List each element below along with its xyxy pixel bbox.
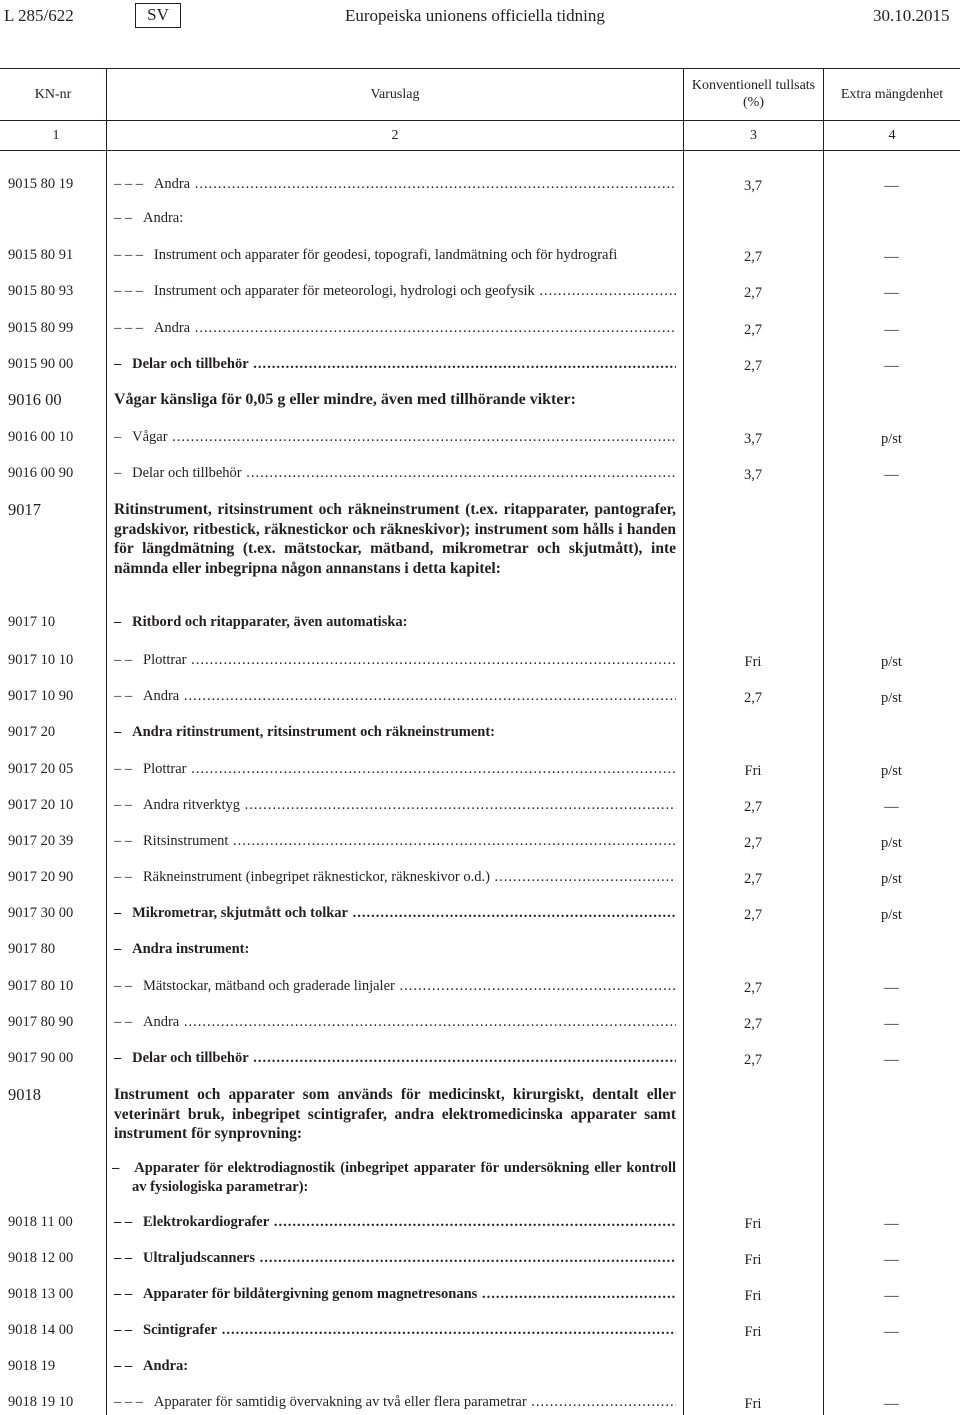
kn-code: 9017 80 [8, 941, 56, 957]
duty-rate: Fri [744, 654, 762, 670]
level-dashes: – [114, 356, 122, 372]
kn-code: 9018 11 00 [8, 1214, 73, 1230]
description-text: Plottrar [143, 652, 187, 668]
description-text: Instrument och apparater för meteorologi, hydrologi och geofysik [153, 283, 535, 299]
level-dashes: – [114, 465, 122, 481]
duty-rate: 2,7 [743, 907, 763, 923]
page-header [0, 0, 960, 36]
level-dashes: – – [114, 833, 133, 849]
description [114, 390, 676, 410]
duty-rate: Fri [744, 1324, 762, 1340]
kn-code: 9018 13 00 [8, 1286, 74, 1302]
supplementary-unit: — [884, 178, 899, 194]
description-text: Instrument och apparater för geodesi, topografi, landmätning och för hydrografi [153, 247, 618, 263]
kn-code: 9017 80 10 [8, 978, 74, 994]
duty-rate: 2,7 [743, 835, 763, 851]
description-text: Ritsinstrument [143, 833, 229, 849]
col-header-duty [684, 77, 823, 111]
duty-rate: Fri [744, 1252, 762, 1268]
duty-rate: Fri [744, 763, 762, 779]
description [114, 1012, 676, 1032]
description-text: Räkneinstrument (inbegripet räknestickor, räkneskivor o.d.) [143, 869, 490, 885]
level-dashes: – – [114, 869, 133, 885]
level-dashes: – [114, 614, 122, 630]
level-dashes: – [114, 905, 122, 921]
description-text: Andra: [143, 210, 184, 226]
level-dashes: – – – [114, 283, 143, 299]
level-dashes: – – [114, 1286, 133, 1302]
duty-rate: 2,7 [743, 322, 763, 338]
supplementary-unit: p/st [881, 871, 902, 887]
description [114, 831, 676, 851]
col-header-duty-line1: Konventionell tullsats [691, 78, 816, 93]
col-header-kn: KN-nr [34, 87, 72, 102]
description-text: Mikrometrar, skjutmått och tolkar [132, 905, 348, 921]
description [114, 1392, 676, 1412]
description [114, 722, 676, 742]
language-code: SV [135, 3, 181, 28]
journal-title: Europeiska unionens officiella tidning [345, 6, 605, 25]
duty-rate: 2,7 [743, 249, 763, 265]
description [114, 318, 676, 338]
kn-code: 9017 10 90 [8, 688, 74, 704]
description-text: Delar och tillbehör [132, 356, 249, 372]
supplementary-unit: — [884, 1216, 899, 1232]
supplementary-unit: p/st [881, 907, 902, 923]
kn-code: 9017 10 [8, 614, 56, 630]
description [114, 174, 676, 194]
supplementary-unit: — [884, 358, 899, 374]
description [114, 1356, 676, 1376]
supplementary-unit: — [884, 285, 899, 301]
description [114, 281, 676, 301]
level-dashes: – – [114, 761, 133, 777]
duty-rate: 2,7 [743, 358, 763, 374]
col-number-4: 4 [888, 128, 896, 143]
supplementary-unit: — [884, 1016, 899, 1032]
level-dashes: – – [114, 797, 133, 813]
duty-rate: Fri [744, 1396, 762, 1412]
kn-code: 9017 [8, 500, 41, 519]
duty-rate: 3,7 [743, 467, 763, 483]
description [114, 1248, 676, 1268]
supplementary-unit: — [884, 1288, 899, 1304]
description [114, 686, 676, 706]
duty-rate: 3,7 [743, 178, 763, 194]
duty-rate: 3,7 [743, 431, 763, 447]
kn-code: 9018 14 00 [8, 1322, 74, 1338]
level-dashes: – – [114, 688, 133, 704]
supplementary-unit: p/st [881, 654, 902, 670]
description [114, 976, 676, 996]
duty-rate: Fri [744, 1288, 762, 1304]
tariff-table [0, 68, 960, 1415]
description-text: Apparater för samtidig övervakning av två eller flera parametrar [153, 1394, 527, 1410]
supplementary-unit: — [884, 467, 899, 483]
level-dashes: – – [114, 210, 133, 226]
column-divider-1 [106, 68, 107, 1415]
supplementary-unit: p/st [881, 835, 902, 851]
col-number-3: 3 [750, 128, 757, 143]
kn-code: 9017 20 05 [8, 761, 74, 777]
column-divider-3 [823, 68, 824, 1415]
description-text: Andra instrument: [132, 941, 250, 957]
description [114, 1284, 676, 1304]
page-reference: L 285/622 [4, 6, 74, 25]
description [114, 795, 676, 815]
level-dashes: – [114, 429, 122, 445]
description [114, 612, 676, 632]
kn-code: 9017 30 00 [8, 905, 74, 921]
supplementary-unit: — [884, 249, 899, 265]
description-text: Andra [143, 688, 180, 704]
description [114, 650, 676, 670]
kn-code: 9016 00 90 [8, 465, 74, 481]
level-dashes: – [114, 941, 122, 957]
description-text: Elektrokardiografer [143, 1214, 270, 1230]
col-header-duty-line2: (%) [743, 95, 764, 110]
description-text: Andra [143, 1014, 180, 1030]
description [112, 1159, 676, 1197]
description [114, 208, 676, 228]
kn-code: 9017 20 [8, 724, 56, 740]
description-text: Andra ritinstrument, ritsinstrument och räkneinstrument: [132, 724, 496, 740]
supplementary-unit: p/st [881, 690, 902, 706]
kn-code: 9017 20 10 [8, 797, 74, 813]
supplementary-unit: — [884, 799, 899, 815]
description-text: Andra ritverktyg [143, 797, 241, 813]
publication-date: 30.10.2015 [873, 6, 950, 25]
description-text: Andra [153, 176, 191, 192]
kn-code: 9017 20 90 [8, 869, 74, 885]
col-number-2: 2 [391, 128, 399, 143]
supplementary-unit: — [884, 1324, 899, 1340]
supplementary-unit: — [884, 980, 899, 996]
supplementary-unit: — [884, 322, 899, 338]
level-dashes: – – – [114, 247, 143, 263]
level-dashes: – – [114, 978, 133, 994]
duty-rate: 2,7 [743, 871, 763, 887]
kn-code: 9015 90 00 [8, 356, 74, 372]
description-text: Vågar [132, 429, 168, 445]
description-text: Andra: [143, 1358, 189, 1374]
description [114, 463, 676, 483]
level-dashes: – – [114, 1014, 133, 1030]
description-text: Ritbord och ritapparater, även automatiska: [132, 614, 408, 630]
kn-code: 9018 19 [8, 1358, 56, 1374]
description-text: Delar och tillbehör [132, 1050, 249, 1066]
col-header-unit: Extra mängdenhet [840, 87, 944, 102]
level-dashes: – – [114, 1214, 133, 1230]
supplementary-unit: — [884, 1052, 899, 1068]
level-dashes: – – [114, 1358, 133, 1374]
description-text: Delar och tillbehör [132, 465, 242, 481]
col-number-1: 1 [52, 128, 60, 143]
level-dashes: – – [114, 652, 133, 668]
level-dashes: – [112, 1160, 120, 1176]
col-header-description: Varuslag [370, 87, 420, 102]
description [114, 1320, 676, 1340]
kn-code: 9018 12 00 [8, 1250, 74, 1266]
kn-code: 9016 00 [8, 390, 62, 409]
level-dashes: – – [114, 1250, 133, 1266]
table-row [0, 500, 960, 600]
kn-code: 9017 20 39 [8, 833, 74, 849]
level-dashes: – – – [114, 176, 143, 192]
level-dashes: – – – [114, 320, 143, 336]
kn-code: 9017 90 00 [8, 1050, 74, 1066]
kn-code: 9015 80 19 [8, 176, 74, 192]
description-text: Instrument och apparater som används för medicinskt, kirurgiskt, dentalt eller veterinärt bruk, inbegripet scintigrafer, andra elektromedicinska apparater samt instrument för synprovning: [114, 1086, 676, 1142]
supplementary-unit: p/st [881, 431, 902, 447]
description-text: Ritinstrument, ritsinstrument och räkneinstrument (t.ex. ritapparater, pantografer, gradskivor, ritbestick, räknestickor och räkneskivor); instrument som hålls i handen för längdmätning (t.ex. mätstockar, mätband, mikrometrar och skjutmått), inte nämnda eller inbegripna någon annanstans i detta kapitel: [114, 501, 676, 577]
description [114, 1212, 676, 1232]
kn-code: 9018 19 10 [8, 1394, 74, 1410]
description [114, 903, 676, 923]
kn-code: 9015 80 93 [8, 283, 74, 299]
duty-rate: 2,7 [743, 980, 763, 996]
table-row [0, 1085, 960, 1147]
column-divider-2 [683, 68, 684, 1415]
description [114, 354, 676, 374]
description-text: Apparater för elektrodiagnostik (inbegripet apparater för undersökning eller kontroll av fysiologiska parametrar): [132, 1160, 677, 1195]
description-text: Scintigrafer [143, 1322, 218, 1338]
description [114, 939, 676, 959]
description-text: Ultraljudscanners [143, 1250, 255, 1266]
table-top-rule [0, 68, 960, 69]
supplementary-unit: — [884, 1252, 899, 1268]
description-text: Andra [153, 320, 191, 336]
description-text: Apparater för bildåtergivning genom magnetresonans [143, 1286, 478, 1302]
level-dashes: – – – [114, 1394, 143, 1410]
kn-code: 9017 10 10 [8, 652, 74, 668]
duty-rate: 2,7 [743, 1016, 763, 1032]
level-dashes: – [114, 1050, 122, 1066]
supplementary-unit: — [884, 1396, 899, 1412]
duty-rate: 2,7 [743, 1052, 763, 1068]
header-rule [0, 120, 960, 121]
description-text: Vågar känsliga för 0,05 g eller mindre, även med tillhörande vikter: [114, 391, 576, 408]
kn-code: 9018 [8, 1085, 41, 1104]
duty-rate: 2,7 [743, 799, 763, 815]
description [114, 759, 676, 779]
duty-rate: Fri [744, 1216, 762, 1232]
level-dashes: – [114, 724, 122, 740]
kn-code: 9016 00 10 [8, 429, 74, 445]
description-text: Plottrar [143, 761, 187, 777]
description [114, 427, 676, 447]
level-dashes: – – [114, 1322, 133, 1338]
kn-code: 9015 80 99 [8, 320, 74, 336]
description [114, 867, 676, 887]
description-text: Mätstockar, mätband och graderade linjaler [143, 978, 395, 994]
supplementary-unit: p/st [881, 763, 902, 779]
duty-rate: 2,7 [743, 285, 763, 301]
kn-code: 9015 80 91 [8, 247, 74, 263]
table-row [0, 1159, 960, 1199]
description [114, 245, 676, 265]
duty-rate: 2,7 [743, 690, 763, 706]
kn-code: 9017 80 90 [8, 1014, 74, 1030]
number-row-rule [0, 150, 960, 151]
description [114, 1048, 676, 1068]
